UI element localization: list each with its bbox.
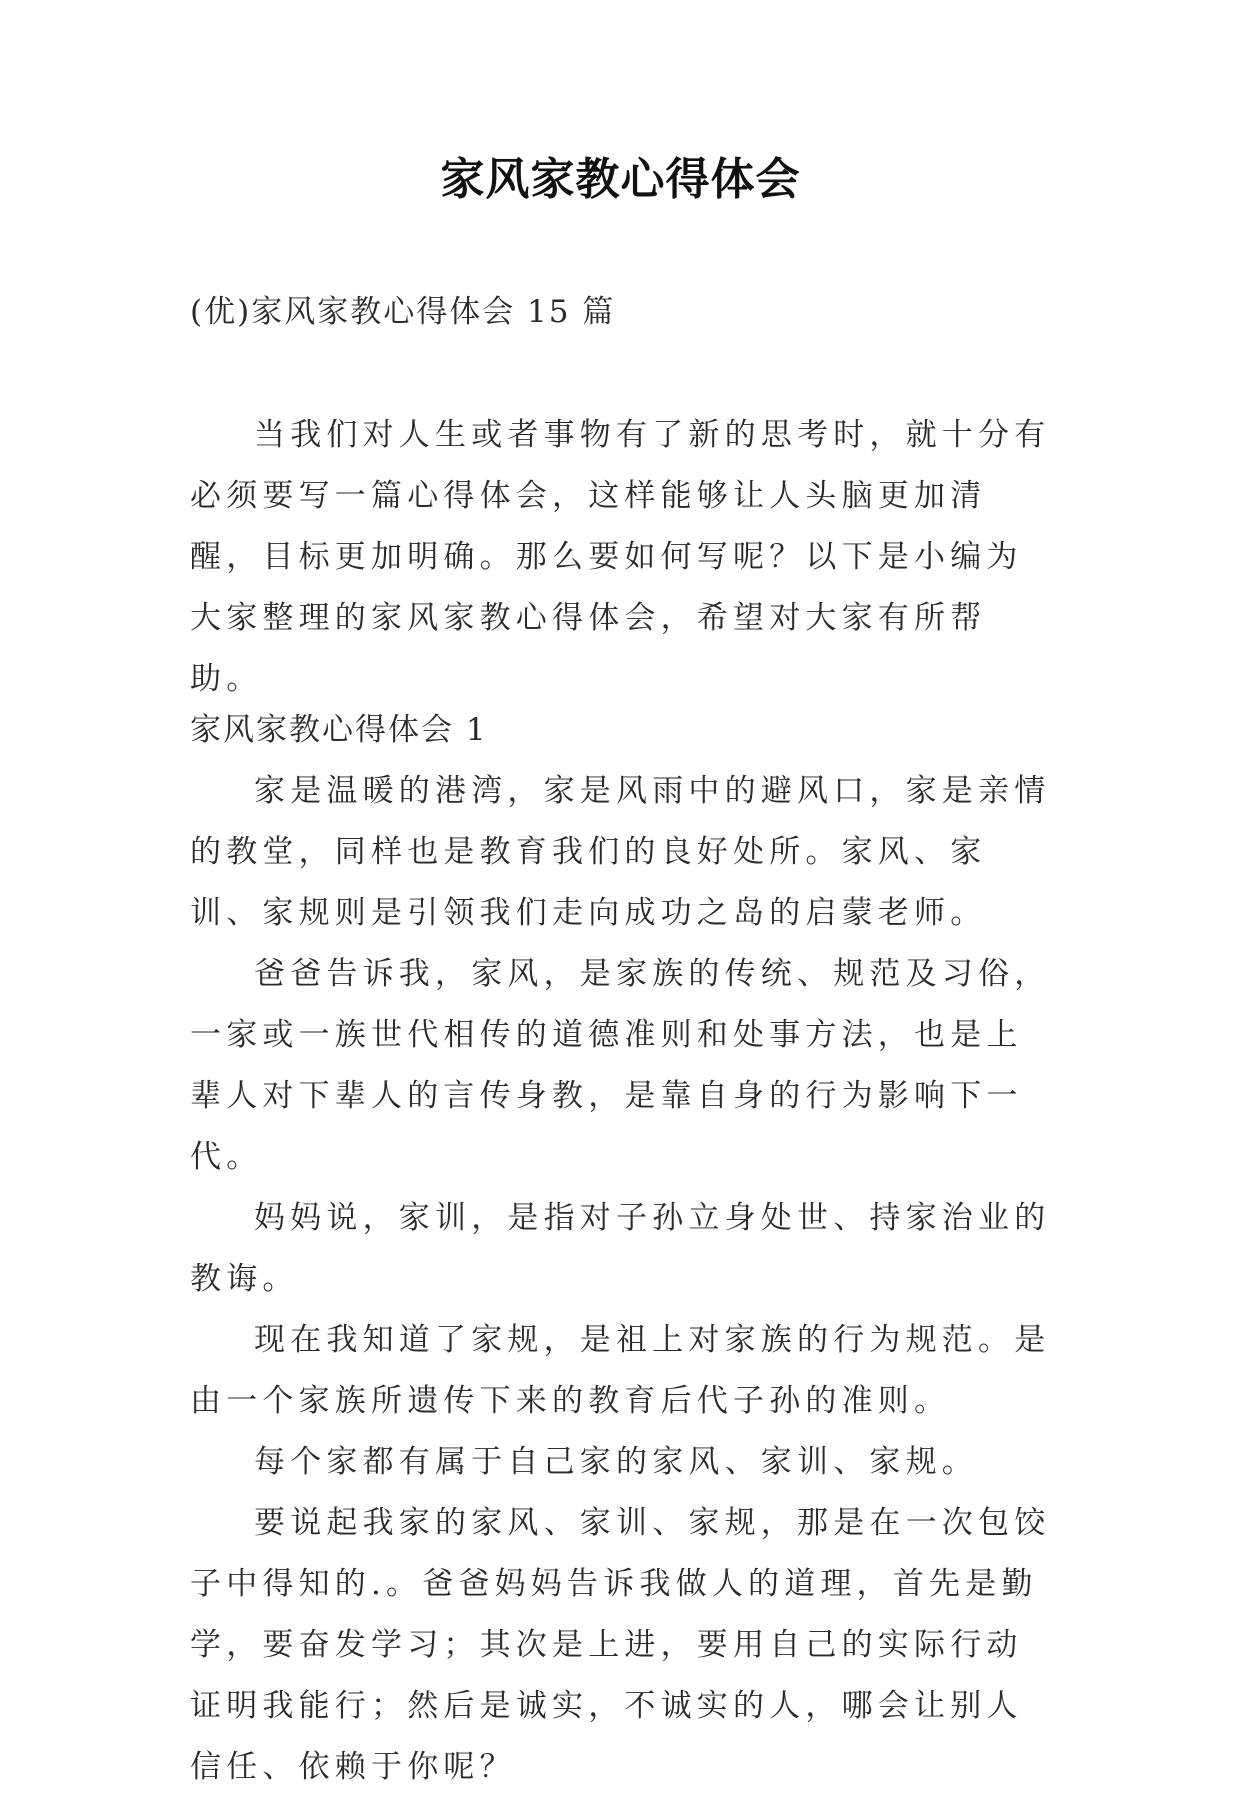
- document-subtitle: (优)家风家教心得体会 15 篇: [190, 294, 616, 330]
- body-paragraph: 每个家都有属于自己家的家风、家训、家规。: [254, 1444, 978, 1480]
- body-paragraph: 妈妈说，家训，是指对子孙立身处世、持家治业的教诲。: [190, 1200, 1051, 1297]
- body-paragraph: 现在我知道了家规，是祖上对家族的行为规范。是由一个家族所遗传下来的教育后代子孙的准则。: [190, 1322, 1051, 1419]
- section-heading: 家风家教心得体会 1: [190, 712, 488, 748]
- body-paragraph: 爸爸告诉我，家风，是家族的传统、规范及习俗，一家或一族世代相传的道德准则和处事方法，也是上辈人对下辈人的言传身教，是靠自身的行为影响下一代。: [190, 956, 1051, 1175]
- intro-paragraph: 当我们对人生或者事物有了新的思考时，就十分有必须要写一篇心得体会，这样能够让人头脑更加清醒，目标更加明确。那么要如何写呢？以下是小编为大家整理的家风家教心得体会，希望对大家有所帮助。: [190, 417, 1051, 697]
- body-paragraph: 家是温暖的港湾，家是风雨中的避风口，家是亲情的教堂，同样也是教育我们的良好处所。家风、家训、家规则是引领我们走向成功之岛的启蒙老师。: [190, 773, 1051, 931]
- body-paragraph: 要说起我家的家风、家训、家规，那是在一次包饺子中得知的.。爸爸妈妈告诉我做人的道理，首先是勤学，要奋发学习；其次是上进，要用自己的实际行动证明我能行；然后是诚实，不诚实的人，哪会让别人信任、依赖于你呢？: [190, 1505, 1051, 1785]
- document-title: 家风家教心得体会: [440, 154, 801, 205]
- section-1: [190, 700, 1052, 1798]
